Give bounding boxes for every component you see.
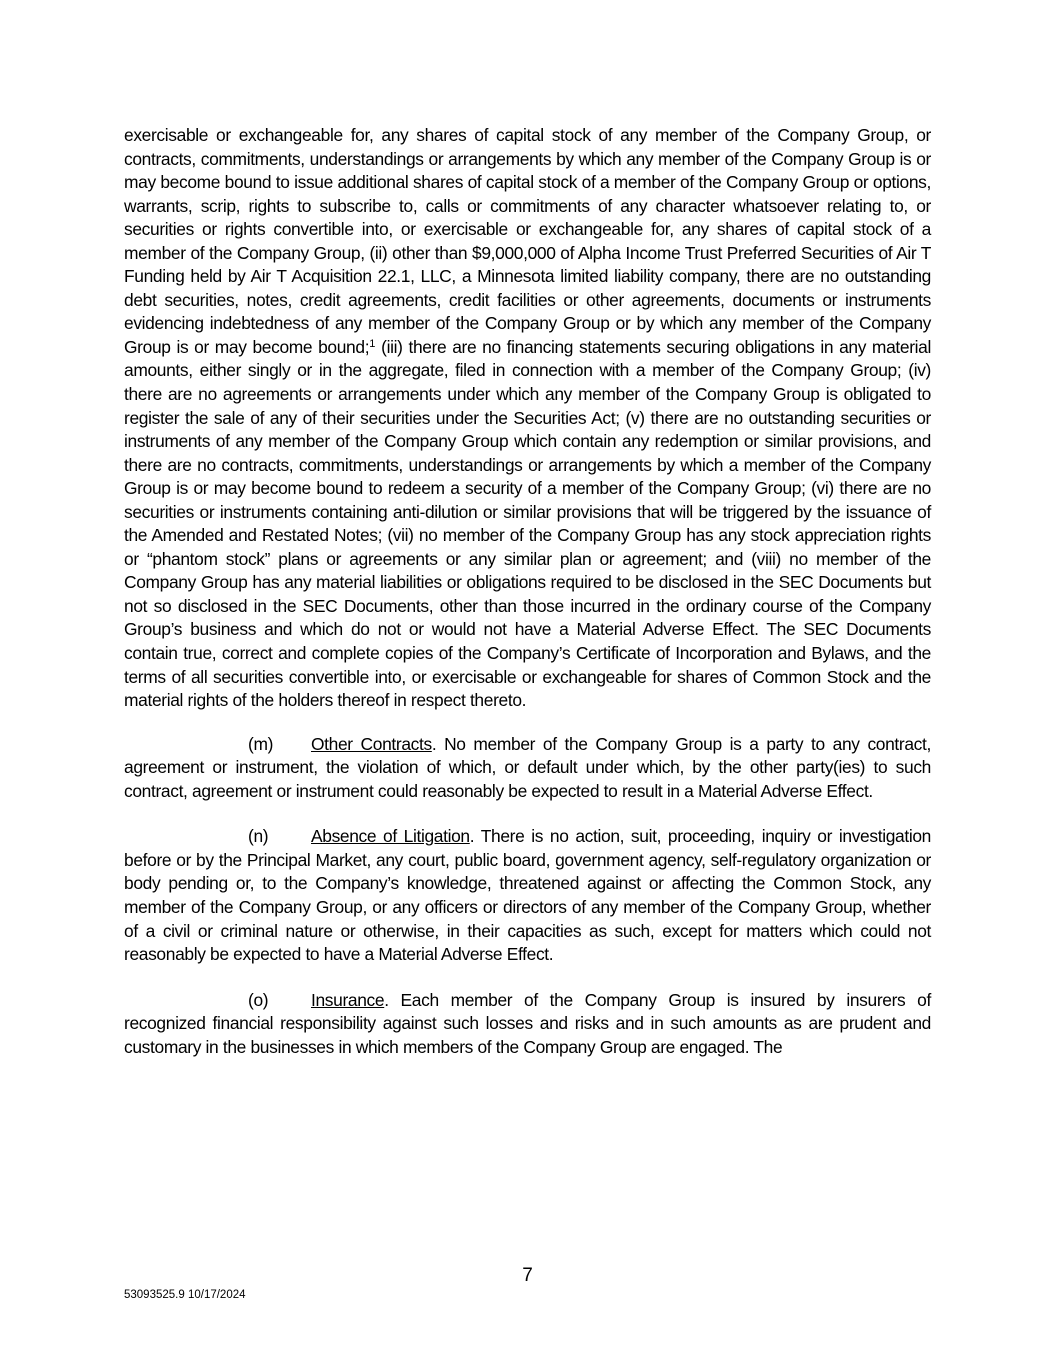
footnote-reference[interactable]: 1 [369,337,376,350]
paragraph-text-before-footnote: exercisable or exchangeable for, any shares of capital stock of any member of the Company Group, or contracts, commitments, understandings or arrangements by which any member of the Company Group is or may become bound to issue additional shares of capital stock of a member of the Company Group or options, warrants, scrip, rights to subscribe to, calls or commitments of any character whatsoever relating to, or securities or rights convertible into, or exercisable or exchangeable for, any shares of capital stock of a member of the Company Group, (ii) other than $9,000,000 of Alpha Income Trust Preferred Securities of Air T Funding held by Air T Acquisition 22.1, LLC, a Minnesota limited liability company, there are no outstanding debt securities, notes, credit agreements, credit facilities or other agreements, documents or instruments evidencing indebtedness of any member of the Company Group or by which any member of the Company Group is or may become bound; [124,125,931,357]
section-heading: Other Contracts [311,733,432,754]
section-text: . Each member of the Company Group is insured by insurers of recognized financial responsibility against such losses and risks and in such amounts as are prudent and customary in the businesses in which members of the Company Group are engaged. The [124,989,931,1057]
section-o [124,989,931,1060]
document-body [124,124,931,1081]
section-marker: (o) [248,989,269,1010]
paragraph-text-after-footnote: (iii) there are no financing statements securing obligations in any material amounts, either singly or in the aggregate, filed in connection with a member of the Company Group; (iv) there are no agreements or arrangements under which any member of the Company Group is obligated to register the sale of any of their securities under the Securities Act; (v) there are no outstanding securities or instruments of any member of the Company Group which contain any redemption or similar provisions, and there are no contracts, commitments, understandings or arrangements by which a member of the Company Group is or may become bound to redeem a security of a member of the Company Group; (vi) there are no securities or instruments containing anti-dilution or similar provisions that will be triggered by the issuance of the Amended and Restated Notes; (vii) no member of the Company Group has any stock appreciation rights or “phantom stock” plans or agreements or any similar plan or agreement; and (viii) no member of the Company Group has any material liabilities or obligations required to be disclosed in the SEC Documents but not so disclosed in the SEC Documents, other than those incurred in the ordinary course of the Company Group’s business and which do not or would not have a Material Adverse Effect. The SEC Documents contain true, correct and complete copies of the Company’s Certificate of Incorporation and Bylaws, and the terms of all securities convertible into, or exercisable or exchangeable for shares of Common Stock and the material rights of the holders thereof in respect thereto. [124,336,931,711]
section-text: . No member of the Company Group is a party to any contract, agreement or instrument, the violation of which, or default under which, by the other party(ies) to such contract, agreement or instrument could reasonably be expected to result in a Material Adverse Effect. [124,733,931,801]
section-heading: Absence of Litigation [311,826,470,847]
section-marker: (m) [248,733,274,754]
continuation-paragraph [124,124,931,713]
page-number: 7 [522,1265,533,1286]
section-n [124,825,931,966]
section-heading: Insurance [311,989,385,1010]
document-id-footer: 53093525.9 10/17/2024 [124,1289,246,1301]
section-marker: (n) [248,826,269,847]
section-m [124,733,931,804]
section-text: . There is no action, suit, proceeding, inquiry or investigation before or by the Principal Market, any court, public board, government agency, self-regulatory organization or body pending or, to the Company’s knowledge, threatened against or affecting the Common Stock, any member of the Company Group, or any officers or directors of any member of the Company Group, whether of a civil or criminal nature or otherwise, in their capacities as such, except for matters which could not reasonably be expected to have a Material Adverse Effect. [124,826,932,965]
